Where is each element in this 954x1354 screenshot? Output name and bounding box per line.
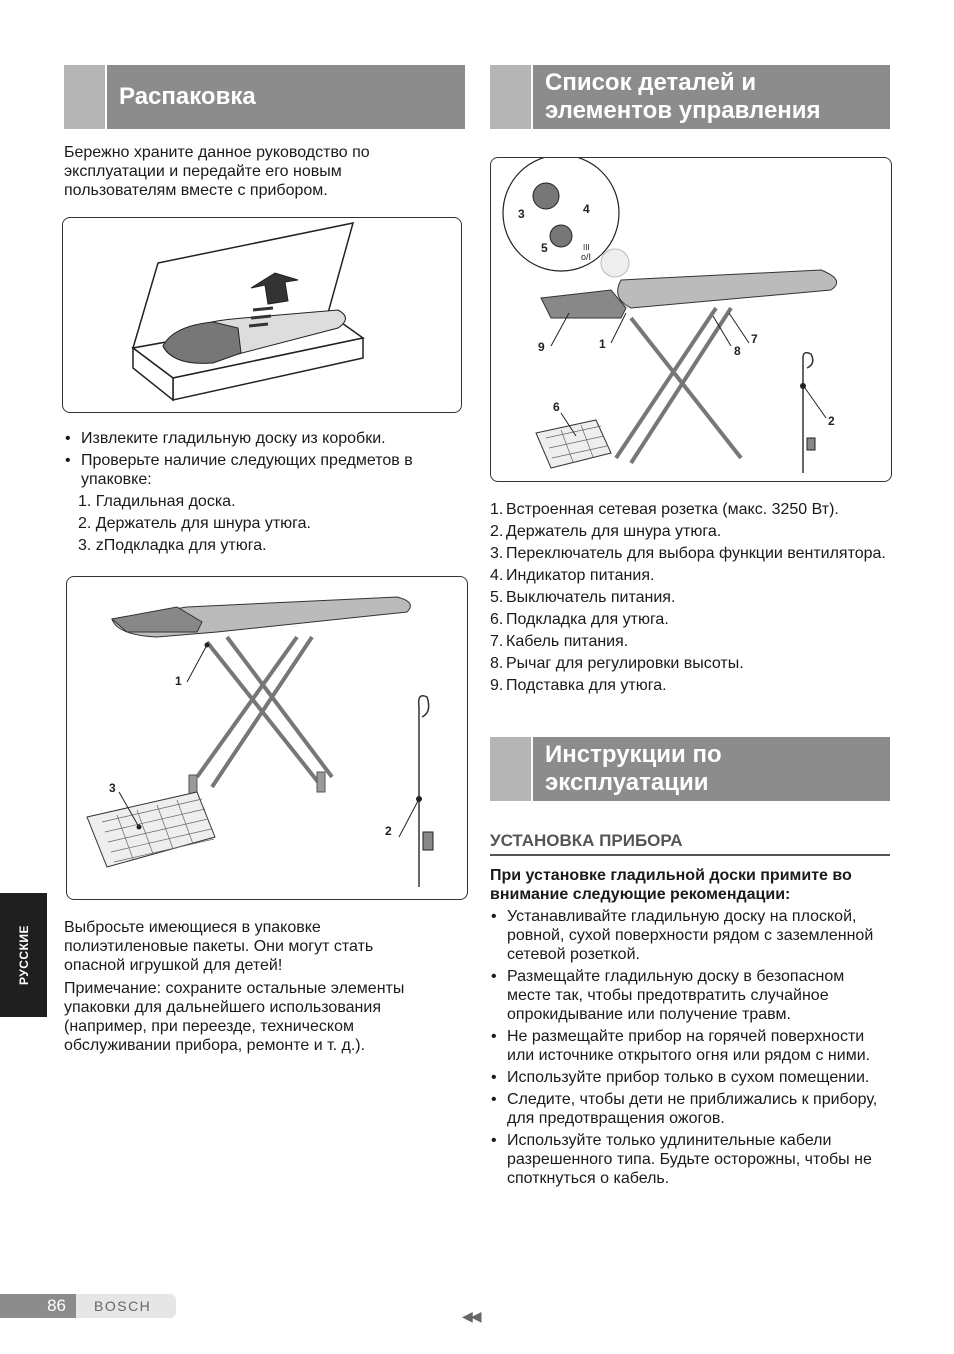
instructions-header (490, 737, 890, 801)
bullet-item: • Проверьте наличие следующих предметов в упаковке: (64, 451, 464, 489)
part-item: 3. Переключатель для выбора функции вентилятора. (490, 545, 886, 562)
part-item: 7. Кабель питания. (490, 633, 629, 650)
contents-figure (66, 576, 468, 900)
instructions-title: Инструкции по эксплуатации (545, 741, 722, 796)
unpacking-outro: Выбросьте имеющиеся в упаковке полиэтиленовые пакеты. Они могут стать опасной игрушкой для детей! (64, 919, 374, 974)
unpacking-title: Распаковка (119, 83, 256, 110)
header-square (490, 65, 533, 129)
setup-subtitle: УСТАНОВКА ПРИБОРА (490, 831, 683, 850)
fig2-label-2: 2 (828, 414, 835, 428)
setup-intro: При установке гладильной доски примите во внимание следующие рекомендации: (490, 867, 852, 903)
setup-bullets (490, 907, 890, 1191)
parts-list (490, 500, 890, 698)
parts-title: Список деталей и элементов управления (545, 69, 821, 124)
unpacking-bullets (64, 429, 464, 558)
box-illustration (63, 218, 461, 412)
back-nav-icon[interactable]: ◀◀ (462, 1308, 480, 1324)
bullet-item: • Извлеките гладильную доску из коробки. (64, 429, 464, 448)
bullet-item: • Не размещайте прибор на горячей поверхности или источнике открытого огня или рядом с ними. (490, 1027, 890, 1065)
fig1-label-3: 3 (109, 781, 116, 795)
package-item: 3. zПодкладка для утюга. (78, 537, 267, 554)
part-item: 6. Подкладка для утюга. (490, 611, 669, 628)
bullet-item: • Используйте только удлинительные кабели разрешенного типа. Будьте осторожны, чтобы не споткнуться о кабель. (490, 1131, 890, 1188)
parts-figure (490, 157, 892, 482)
subtitle-rule (490, 854, 890, 856)
brand-label: BOSCH (76, 1294, 176, 1318)
contents-illustration (67, 577, 467, 899)
part-item: 1. Встроенная сетевая розетка (макс. 3250 Вт). (490, 501, 839, 518)
bullet-item: • Используйте прибор только в сухом помещении. (490, 1068, 890, 1087)
language-tab (0, 893, 47, 1017)
fig2-label-7: 7 (751, 332, 758, 346)
fig2-label-5: 5 (541, 241, 548, 255)
fig2-label-4: 4 (583, 202, 590, 216)
fig2-label-1: 1 (599, 337, 606, 351)
part-item: 4. Индикатор питания. (490, 567, 655, 584)
fig2-label-offon: o/I (581, 252, 592, 262)
bullet-item: • Устанавливайте гладильную доску на плоской, ровной, сухой поверхности рядом с заземленной сетевой розеткой. (490, 907, 890, 964)
fig2-label-3: 3 (518, 207, 525, 221)
fig2-label-level: III (583, 243, 590, 252)
fig2-label-8: 8 (734, 344, 741, 358)
parts-illustration (491, 158, 891, 481)
part-item: 8. Рычаг для регулировки высоты. (490, 655, 744, 672)
box-figure (62, 217, 462, 413)
part-item: 5. Выключатель питания. (490, 589, 676, 606)
page-number: 86 (0, 1294, 76, 1318)
bullet-item: • Размещайте гладильную доску в безопасном месте так, чтобы предотвратить случайное опрокидывание или получение травм. (490, 967, 890, 1024)
parts-header (490, 65, 890, 129)
part-item: 9. Подставка для утюга. (490, 677, 667, 694)
fig2-label-6: 6 (553, 400, 560, 414)
unpacking-intro: Бережно храните данное руководство по эксплуатации и передайте его новым пользователям вместе с прибором. (64, 144, 370, 199)
header-square (64, 65, 107, 129)
part-item: 2. Держатель для шнура утюга. (490, 523, 722, 540)
header-square (490, 737, 533, 801)
unpacking-header (64, 65, 465, 129)
fig1-label-1: 1 (175, 674, 182, 688)
fig1-label-2: 2 (385, 824, 392, 838)
fig2-label-9: 9 (538, 340, 545, 354)
bullet-item: • Следите, чтобы дети не приближались к прибору, для предотвращения ожогов. (490, 1090, 890, 1128)
language-label: РУССКИЕ (16, 924, 31, 986)
unpacking-note: Примечание: сохраните остальные элементы упаковки для дальнейшего использования (например, при переезде, техническом обслуживании прибора, ремонте и т. д.). (64, 980, 405, 1054)
package-item: 1. Гладильная доска. (78, 493, 236, 510)
package-item: 2. Держатель для шнура утюга. (78, 515, 311, 532)
